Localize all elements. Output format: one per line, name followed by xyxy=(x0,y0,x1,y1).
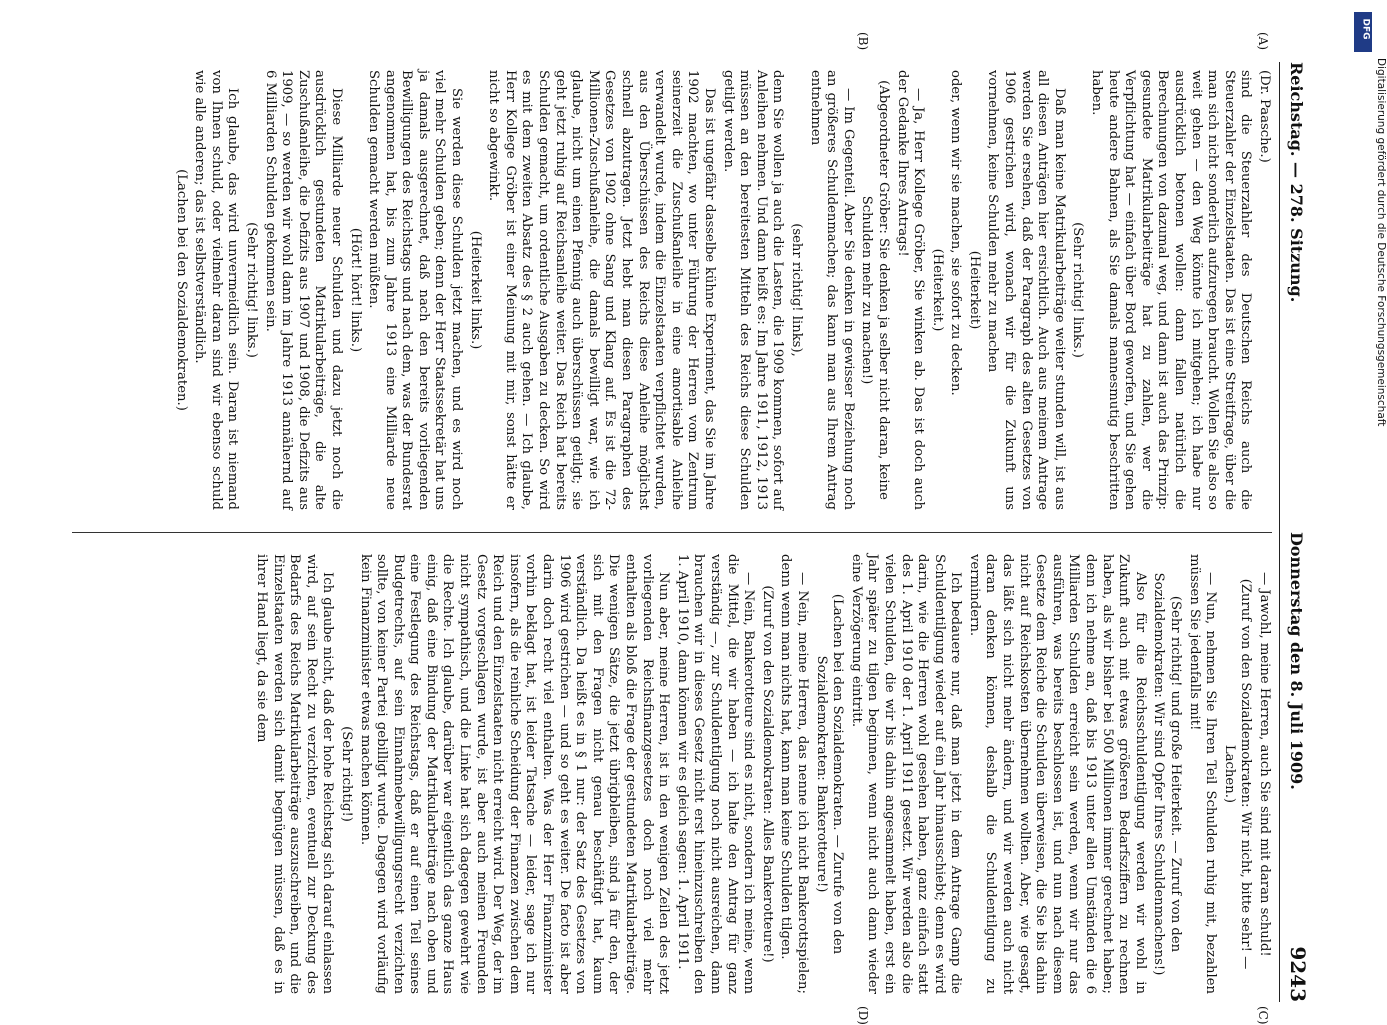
reaction: (Sehr richtig! links.) xyxy=(243,222,259,358)
reaction: (Lachen bei den Sozialdemokraten. — Zurufe von den Sozialdemokraten: Bankerotteure!) xyxy=(813,593,846,955)
paragraph: Sie werden diese Schulden jetzt machen, und es wird noch viel mehr Schulden geben; denn der Herr Staatssekretär hat uns ja damals ausgerechnet, daß nach den bereits vorliegenden Bewilligungen des Reichstags und nach dem, was der Bundesrat angenommen hat, bis zum Jahre 1913 eine Milliarde neue Schulden gemacht werden müßten. xyxy=(366,70,465,510)
paragraph: — Nein, meine Herren, das nenne ich nicht Bankerottspielen; denn wenn man nichts hat, kann man keine Schulden tilgen. xyxy=(778,554,810,994)
paragraph: Nun aber, meine Herren, ist in den wenigen Zeilen des jetzt vorliegenden Reichsfinanzgesetzes doch noch viel mehr enthalten als bloß die Frage der gestundeten Matrikularbeiträge. Die wenigen Sätze, die jetzt übrigbleiben, sind ja für den, der sich mit den Fragen nicht genau beschäftigt hat, kaum verständlich. Da heißt es in § 1 nur: der Satz des Gesetzes von 1906 wird gestrichen — und so geht es weiter. De facto ist aber darin doch recht viel enthalten. Was der Herr Finanzminister vorhin beklagt hat, ist leider Tatsache — leider, sage ich nur insofern, als die reinliche Scheidung der Finanzen zwischen dem Reich und den Einzelstaaten nicht erreicht wird. Der Weg, der im Gesetz vorgeschlagen wurde, ist aber auch meinen Freunden nicht sympathisch, und die Linke hat sich dagegen gewehrt wie die Rechte. Ich glaube, darüber war eigentlich das ganze Haus einig, daß eine Bindung der Matrikularbeiträge nach oben und eine Festlegung des Reichstags, daß er auf einen Teil seines Budgetrechts, auf sein Einnahmebewilligungsrecht verzichten sollte, von keiner Partei gebilligt wurde. Dagegen wird vorläufig kein Finanzminister etwas machen können. xyxy=(357,554,672,994)
reaction: (Sehr richtig! links.) xyxy=(1070,222,1086,358)
margin-marker-c: (C) xyxy=(1256,1006,1270,1025)
header-rule xyxy=(1279,62,1280,1002)
column-left xyxy=(72,70,1272,510)
paragraph: — Ja, Herr Kollege Gröber, Sie winken ab. Das ist doch auch der Gedanke Ihres Antrags! xyxy=(894,70,927,510)
paragraph: Daß man keine Matrikularbeiträge weiter stunden will, ist aus all diesen Anträgen hier ersichtlich. Auch aus meinem Antrage werden Sie ersehen, daß der Paragraph des alten Gesetzes von 1906 gestrichen wird, wonach wir für die Zukunft uns vornehmen, keine Schulden mehr zu machen xyxy=(985,70,1067,510)
paragraph: Ich glaube, das wird unvermeidlich sein. Daran ist niemand von Ihnen schuld, oder vielmehr daran sind wir ebenso schuld wie alle anderen; das ist selbstverständlich. xyxy=(192,70,241,510)
column-rule xyxy=(72,532,1272,533)
paragraph: denn Sie wollen ja auch die Lasten, die 1909 kommen, sofort auf Anleihen nehmen. Und dann heißt es: Im Jahre 1911, 1912, 1913 müssen an den bereitesten Mitteln des Reichs diese Schulden getilgt werden. xyxy=(720,70,786,510)
paragraph: Ich bedauere nur, daß man jetzt in dem Antrage Gamp die Schuldentilgung wieder auf ein Jahr hinausschiebt; denn es wird darin, wie die Herren wohl gesehen haben, ganz einfach statt des 1. April 1910 der 1. April 1911 gesetzt. Wir werden also die vielen Schulden, die wir bis dahin angesammelt haben, erst ein Jahr später zu tilgen beginnen, wenn nicht auch dann wieder eine Verzögerung eintritt. xyxy=(848,554,964,994)
rotated-page-content xyxy=(60,32,1310,1025)
reaction: (Lachen bei den Sozialdemokraten.) xyxy=(173,169,189,411)
paragraph: — Nun, nehmen Sie Ihren Teil Schulden ruhig mit, bezahlen müssen Sie jedenfalls mit! xyxy=(1186,554,1219,994)
speaker-label: (Dr. Paasche.) xyxy=(1257,70,1272,163)
page-number: 9243 xyxy=(1286,946,1310,1002)
paragraph: Das ist ungefähr dasselbe kühne Experiment, das Sie im Jahre 1902 machten, wo unter Führung der Herren vom Zentrum seinerzeit die Zuschußanleihe in eine amortisable Anleihe verwandelt wurde, indem die Einzelstaaten verpflichtet wurden, aus den Überschüssen des Reichs diese Anleihe möglichst schnell abzutragen. Jetzt hebt man diesen Paragraphen des Gesetzes von 1902 ohne Sang und Klang auf. Es ist die 72-Millionen-Zuschußanleihe, die damals bewilligt war, wie ich glaube, nicht um einen Pfennig auch überschüssen getilgt; sie geht jetzt ruhig auf Reichsanleihe weiter. Das Reich hat bereits Schulden gemacht, um ordentliche Ausgaben zu decken. So wird es mit dem zweiten Absatz des § 2 auch gehen. — Ich glaube, Herr Kollege Gröber ist einer Meinung mit mir, sonst hätte er nicht so abgewinkt. xyxy=(486,70,717,510)
paragraph: oder, wenn wir sie machen, sie sofort zu decken. xyxy=(948,70,964,396)
paragraph: — Jawohl, meine Herren, auch Sie sind mit daran schuld! xyxy=(1257,572,1272,957)
reaction: (Sehr richtig!) xyxy=(338,726,354,822)
header-date: Donnerstag den 8. Juli 1909. xyxy=(1287,532,1306,790)
column-right xyxy=(72,554,1272,994)
digitization-stamp xyxy=(1352,8,1387,992)
paragraph: Also für die Reichsschuldentilgung werden wir wohl in Zukunft auch mit etwas größeren Bedarfsziffern zu rechnen haben, als wir bisher bei 500 Millionen immer gerechnet haben; denn ich nehme an, daß bis 1913 unter allen Umständen die 6 Milliarden Schulden erreicht sein werden, wenn wir nur das ausführen, was bereits beschlossen ist, und nun nach diesem Gesetze dem Reiche die Schulden überweisen, die Sie bis dahin nicht auf Reichskosten übernehmen wollten. Aber, wie gesagt, das läßt sich nicht mehr ändern, und wir werden auch nicht daran denken können, deshalb die Schuldentilgung zu vermindern. xyxy=(966,554,1148,994)
reaction: (Heiterkeit) xyxy=(966,250,982,330)
margin-marker-d: (D) xyxy=(856,1006,870,1025)
margin-marker-b: (B) xyxy=(856,32,870,51)
paragraph: Diese Milliarde neuer Schulden und dazu jetzt noch die ausdrücklich gestundeten Matrikularbeiträge, die alte Zuschußanleihe, die Defizits aus 1907 und 1908, die Defizits aus 1909, — so werden wir wohl dann im Jahre 1913 annähernd auf 6 Milliarden Schulden gekommen sein. xyxy=(262,70,344,510)
reaction: (Zuruf von den Sozialdemokraten: Wir nicht, bitte sehr! — Lachen.) xyxy=(1221,578,1254,970)
reaction: (Zuruf von den Sozialdemokraten: Alles Bankerotteure!) xyxy=(759,585,775,963)
reaction: (Abgeordneter Gröber: Sie denken ja selber nicht daran, keine Schulden mehr zu machen!) xyxy=(859,80,891,500)
margin-marker-a: (A) xyxy=(1256,32,1270,51)
reaction: (Heiterkeit.) xyxy=(929,248,945,332)
reaction: (Hört! hört! links.) xyxy=(347,227,363,353)
reaction: (sehr richtig! links), xyxy=(788,223,804,357)
funding-notice: Digitalisierung gefördert durch die Deutsche Forschungsgemeinschaft xyxy=(1375,58,1387,427)
reaction: (Sehr richtig! und große Heiterkeit. — Zuruf von den Sozialdemokraten: Wir sind Opfer Ihres Schuldenmachens!) xyxy=(1151,572,1184,976)
paragraph: — Nein, Bankerotteure sind es nicht, sondern ich meine, wenn die Mittel, die wir haben — ich halte den Antrag für ganz verständig —, zur Schuldentilgung noch nicht ausreichen, dann brauchen wir in dieses Gesetz nicht erst hineinzuschreiben den 1. April 1910, dann können wir es gleich sagen: 1. April 1911. xyxy=(674,554,757,994)
reaction: (Heiterkeit links.) xyxy=(467,230,483,350)
paragraph: Ich glaube nicht, daß der hohe Reichstag sich darauf einlassen wird, auf sein Recht zu verzichten, eventuell zur Deckung des Bedarfs des Reichs Matrikularbeiträge auszuschreiben, und die Einzelstaaten werden sich damit begnügen müssen, daß es in ihrer Hand liegt, da sie dem xyxy=(253,554,336,994)
header-session: Reichstag. — 278. Sitzung. xyxy=(1287,62,1306,303)
paragraph: — Im Gegenteil. Aber Sie denken in gewisser Beziehung noch an größeres Schuldenmachen; das kann man aus Ihrem Antrag entnehmen xyxy=(807,70,856,510)
dfg-logo: DFG xyxy=(1354,12,1372,52)
paragraph: sind die Steuerzahler des Deutschen Reichs auch die Steuerzahler der Einzelstaaten. Das ist eine Streitfrage, über die man sich nicht sonderlich aufzuregen braucht. Wollen Sie also so weit gehen — den Weg könnte ich mitgehen; ich habe nur ausdrücklich betonen wollen: dann fallen natürlich die Berechnungen von dazumal weg, und dann ist auch das Prinzip: gesundete Matrikularbeiträge hat zu zahlen, wer die Verpflichtung hat — einfach über Bord geworfen, und Sie gehen heute andere Bahnen, als Sie damals mannesmutig beschritten haben. xyxy=(1089,70,1254,510)
page-header xyxy=(1280,62,1310,1002)
